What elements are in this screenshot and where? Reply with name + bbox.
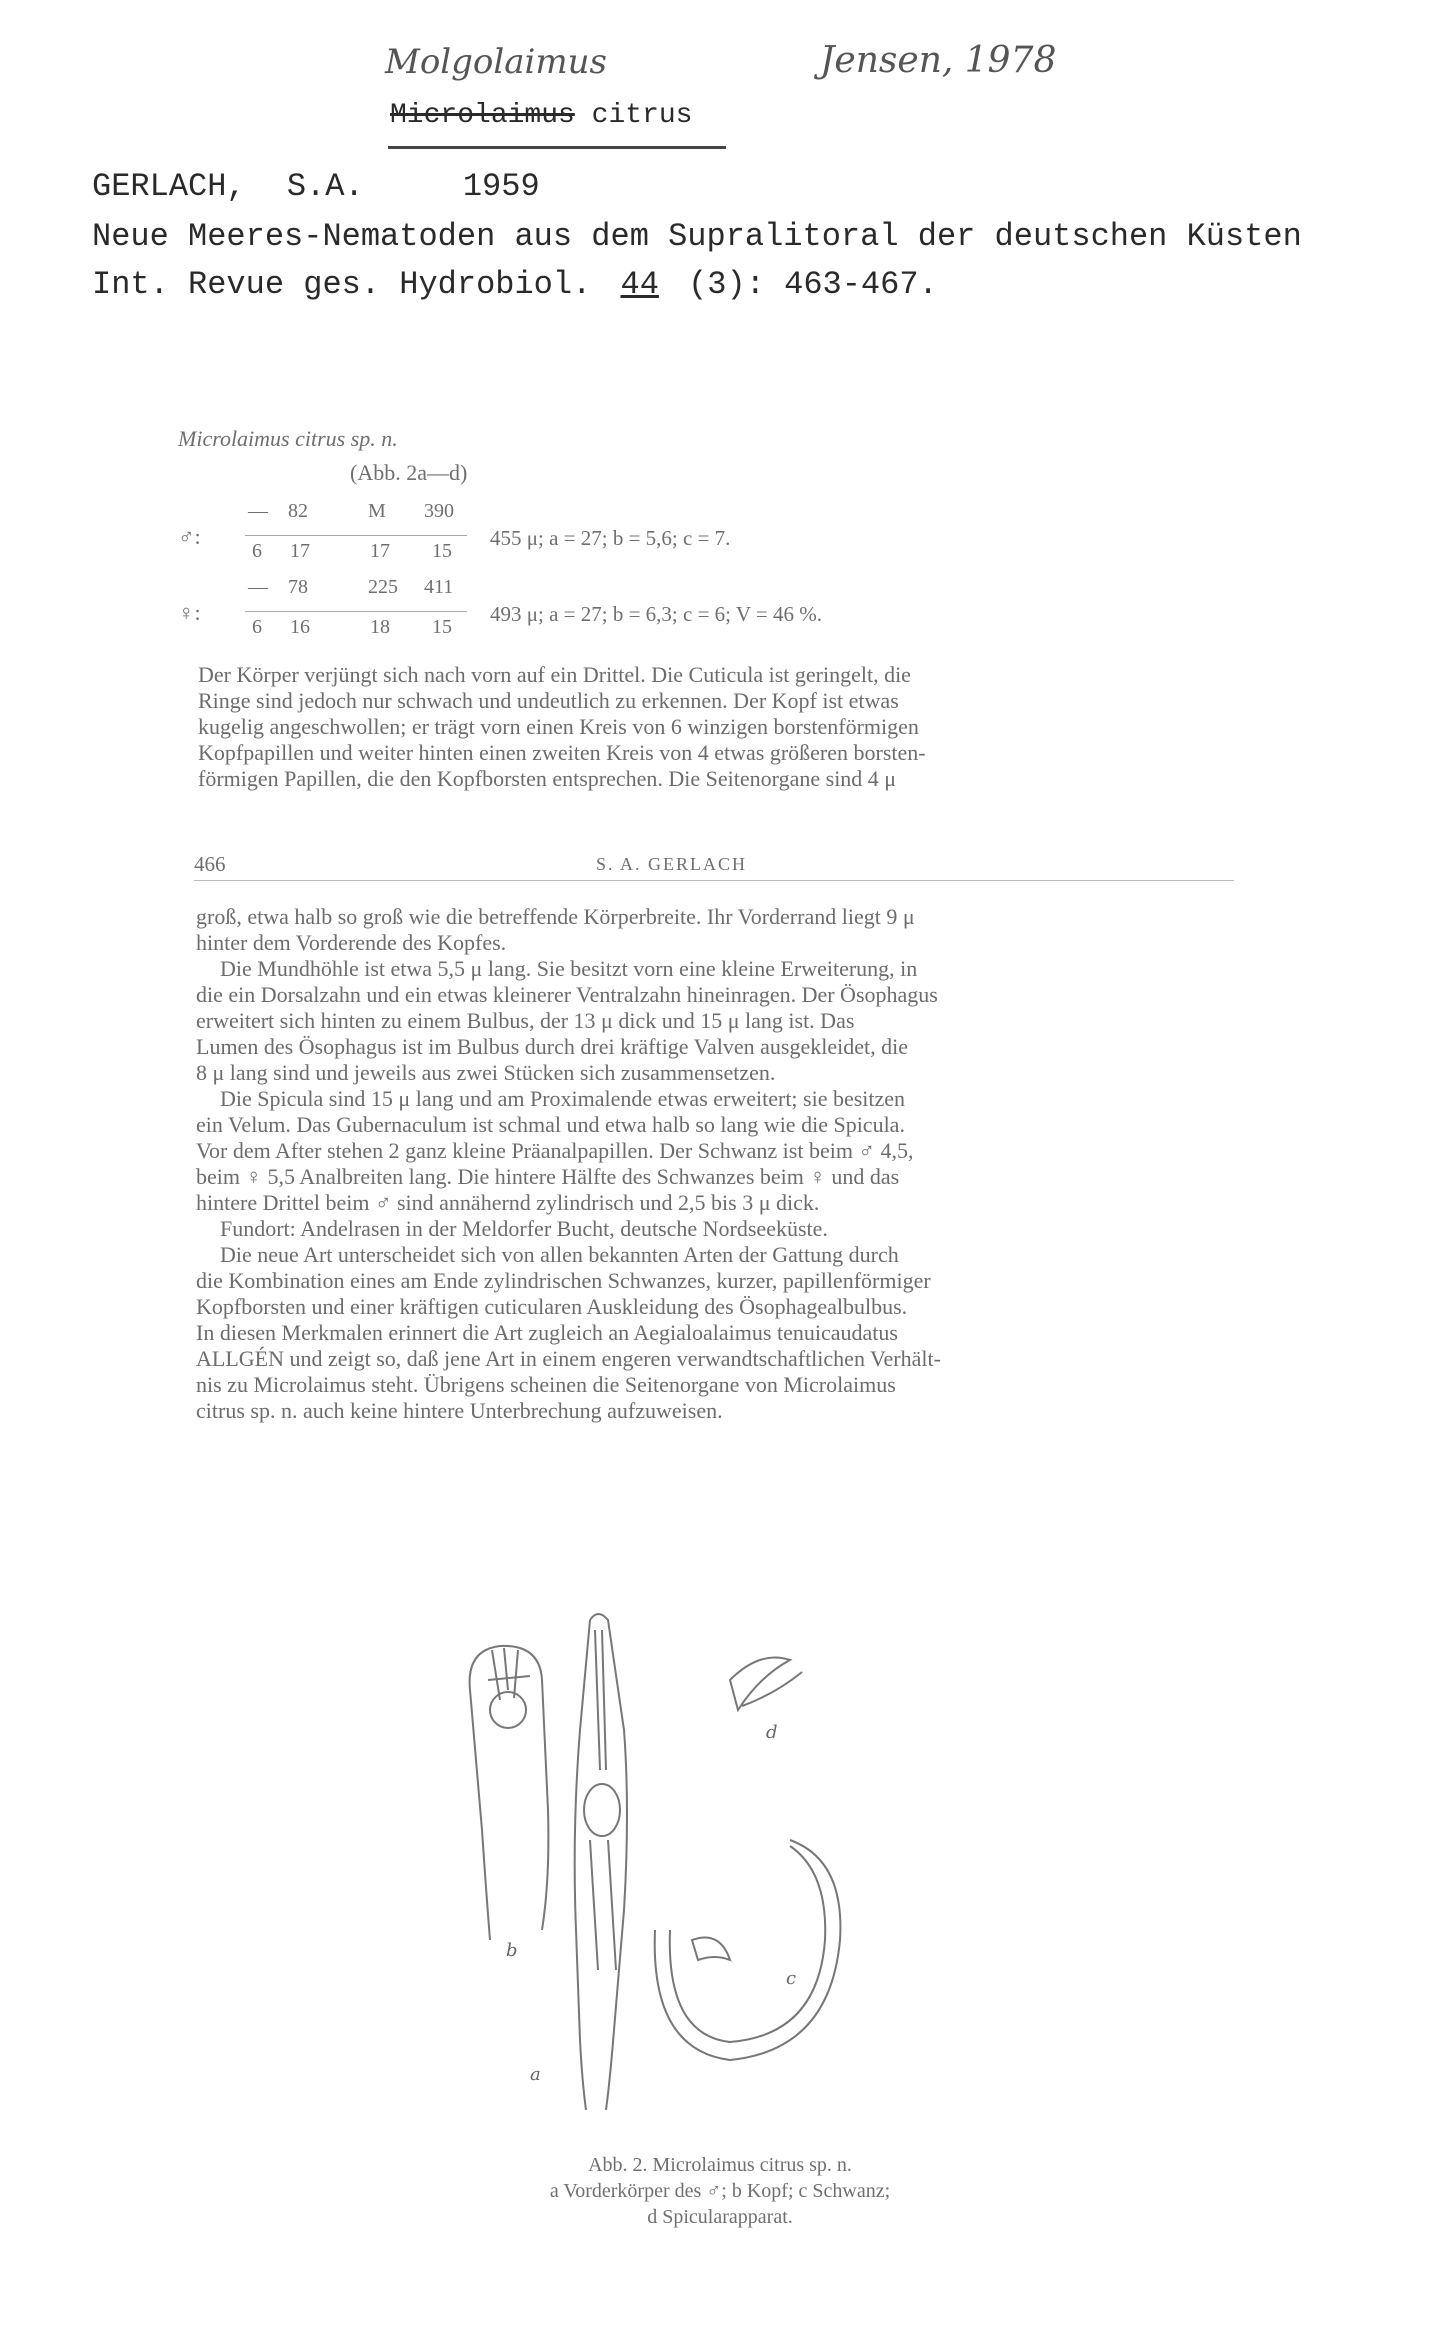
male-symbol: ♂: — [178, 524, 201, 549]
handwritten-genus: Molgolaimus — [385, 42, 607, 82]
caption-line: a Vorderkörper des ♂; b Kopf; c Schwanz; — [549, 2180, 891, 2202]
text-line: hinter dem Vorderende des Kopfes. — [196, 930, 507, 955]
female-formula-row2 — [252, 616, 482, 639]
male-row2-cell: 6 — [252, 540, 262, 562]
text-line: Die Spicula sind 15 μ lang und am Proximalende etwas erweitert; sie besitzen — [220, 1086, 906, 1111]
text-line: Kopfborsten und einer kräftigen cuticularen Auskleidung des Ösophagealbulbus. — [196, 1294, 908, 1319]
text-line: nis zu Microlaimus steht. Übrigens scheinen die Seitenorgane von Microlaimus — [196, 1372, 896, 1397]
drawing-c-tail — [655, 1840, 841, 2060]
figure-reference: (Abb. 2a—d) — [350, 460, 468, 485]
text-line: ein Velum. Das Gubernaculum ist schmal und etwa halb so lang wie die Spicula. — [196, 1112, 905, 1137]
text-line: Vor dem After stehen 2 ganz kleine Präanalpapillen. Der Schwanz ist beim ♂ 4,5, — [196, 1138, 914, 1163]
figure-label-c: c — [786, 1968, 797, 1989]
male-row2-cell: 15 — [432, 540, 452, 562]
male-fraction-bar — [245, 535, 467, 536]
text-line: Die neue Art unterscheidet sich von allen bekannten Arten der Gattung durch — [220, 1242, 899, 1267]
text-line: erweitert sich hinten zu einem Bulbus, der 13 μ dick und 15 μ lang ist. Das — [196, 1008, 855, 1033]
citation-volume: 44 — [620, 266, 659, 303]
text-line: 8 μ lang sind und jeweils aus zwei Stücken sich zusammensetzen. — [196, 1060, 776, 1085]
text-line: In diesen Merkmalen erinnert die Art zugleich an Aegialoalaimus tenuicaudatus — [196, 1320, 898, 1345]
citation-issue-pages: (3): 463-467. — [688, 266, 938, 303]
figure-label-a: a — [530, 2064, 541, 2085]
citation-author: GERLACH, — [92, 168, 246, 205]
species-underline — [388, 146, 726, 149]
female-row2-cell: 16 — [290, 616, 310, 638]
text-line: Die Mundhöhle ist etwa 5,5 μ lang. Sie besitzt vorn eine kleine Erweiterung, in — [220, 956, 918, 981]
text-line: kugelig angeschwollen; er trägt vorn einen Kreis von 6 winzigen borstenförmigen — [198, 714, 919, 739]
female-row2-cell: 6 — [252, 616, 262, 638]
citation-initials: S.A. — [286, 168, 364, 205]
female-row1-cell: 411 — [424, 576, 454, 598]
description-continued — [196, 904, 1226, 1424]
description-paragraph — [198, 662, 1218, 792]
nematode-figure — [430, 1610, 1050, 2130]
caption-line: d Spicularapparat. — [647, 2206, 793, 2228]
female-measurements: 493 μ; a = 27; b = 6,3; c = 6; V = 46 %. — [490, 602, 823, 626]
species-heading: Microlaimus citrus sp. n. — [178, 426, 398, 451]
figure-label-b: b — [506, 1940, 518, 1961]
male-row2-cell: 17 — [370, 540, 390, 562]
female-row2-cell: 15 — [432, 616, 452, 638]
male-row1-cell: 82 — [288, 500, 308, 522]
female-fraction-bar — [245, 611, 467, 612]
text-line: beim ♀ 5,5 Analbreiten lang. Die hintere Hälfte des Schwanzes beim ♀ und das — [196, 1164, 900, 1189]
text-line: hintere Drittel beim ♂ sind annähernd zylindrisch und 2,5 bis 3 μ dick. — [196, 1190, 820, 1215]
drawing-d-spicular-apparatus — [730, 1658, 802, 1711]
text-line: Fundort: Andelrasen in der Meldorfer Bucht, deutsche Nordseeküste. — [220, 1216, 828, 1241]
text-line: förmigen Papillen, die den Kopfborsten entsprechen. Die Seitenorgane sind 4 μ — [198, 766, 897, 791]
citation-title: Neue Meeres-Nematoden aus dem Supralitoral der deutschen Küsten — [92, 218, 1302, 255]
text-line: Lumen des Ösophagus ist im Bulbus durch drei kräftige Valven ausgekleidet, die — [196, 1034, 909, 1059]
female-row2-cell: 18 — [370, 616, 390, 638]
citation-year: 1959 — [462, 168, 540, 205]
text-line: die ein Dorsalzahn und ein etwas kleinerer Ventralzahn hineinragen. Der Ösophagus — [196, 982, 938, 1007]
text-line: Kopfpapillen und weiter hinten einen zweiten Kreis von 4 etwas größeren borsten- — [198, 740, 926, 765]
drawing-b-head — [470, 1646, 549, 1940]
species-struck-genus: Microlaimus — [390, 100, 575, 131]
species-epithet: citrus — [591, 100, 693, 131]
female-row1-cell: — — [248, 576, 268, 598]
text-line: die Kombination eines am Ende zylindrischen Schwanzes, kurzer, papillenförmiger — [196, 1268, 931, 1293]
male-formula-row1 — [248, 500, 484, 523]
male-row1-cell: M — [368, 500, 386, 522]
figure-caption — [420, 2152, 1020, 2230]
female-row1-cell: 78 — [288, 576, 308, 598]
male-measurements: 455 μ; a = 27; b = 5,6; c = 7. — [490, 526, 731, 550]
citation-journal-line — [92, 266, 938, 303]
male-row1-cell: — — [248, 500, 268, 522]
text-line: Ringe sind jedoch nur schwach und undeutlich zu erkennen. Der Kopf ist etwas — [198, 688, 899, 713]
drawing-a-forebody — [575, 1614, 627, 2110]
male-row1-cell: 390 — [424, 500, 454, 522]
female-formula-row1 — [248, 576, 484, 599]
text-line: groß, etwa halb so groß wie die betreffende Körperbreite. Ihr Vorderrand liegt 9 μ — [196, 904, 915, 929]
citation-journal: Int. Revue ges. Hydrobiol. — [92, 266, 592, 303]
handwritten-author-year: Jensen, 1978 — [820, 40, 1057, 81]
page-number: 466 — [194, 852, 226, 876]
header-rule — [194, 880, 1234, 881]
male-formula-row2 — [252, 540, 482, 563]
citation-author-line — [92, 168, 540, 205]
figure-label-d: d — [766, 1722, 778, 1743]
text-line: citrus sp. n. auch keine hintere Unterbrechung aufzuweisen. — [196, 1398, 723, 1423]
text-line: ALLGÉN und zeigt so, daß jene Art in einem engeren verwandtschaftlichen Verhält- — [196, 1346, 941, 1371]
text-line: Der Körper verjüngt sich nach vorn auf ein Drittel. Die Cuticula ist geringelt, die — [198, 662, 911, 687]
species-line — [390, 100, 692, 131]
caption-line: Abb. 2. Microlaimus citrus sp. n. — [588, 2154, 852, 2176]
female-symbol: ♀: — [178, 600, 201, 625]
running-head: S. A. GERLACH — [596, 854, 748, 874]
male-row2-cell: 17 — [290, 540, 310, 562]
female-row1-cell: 225 — [368, 576, 398, 598]
